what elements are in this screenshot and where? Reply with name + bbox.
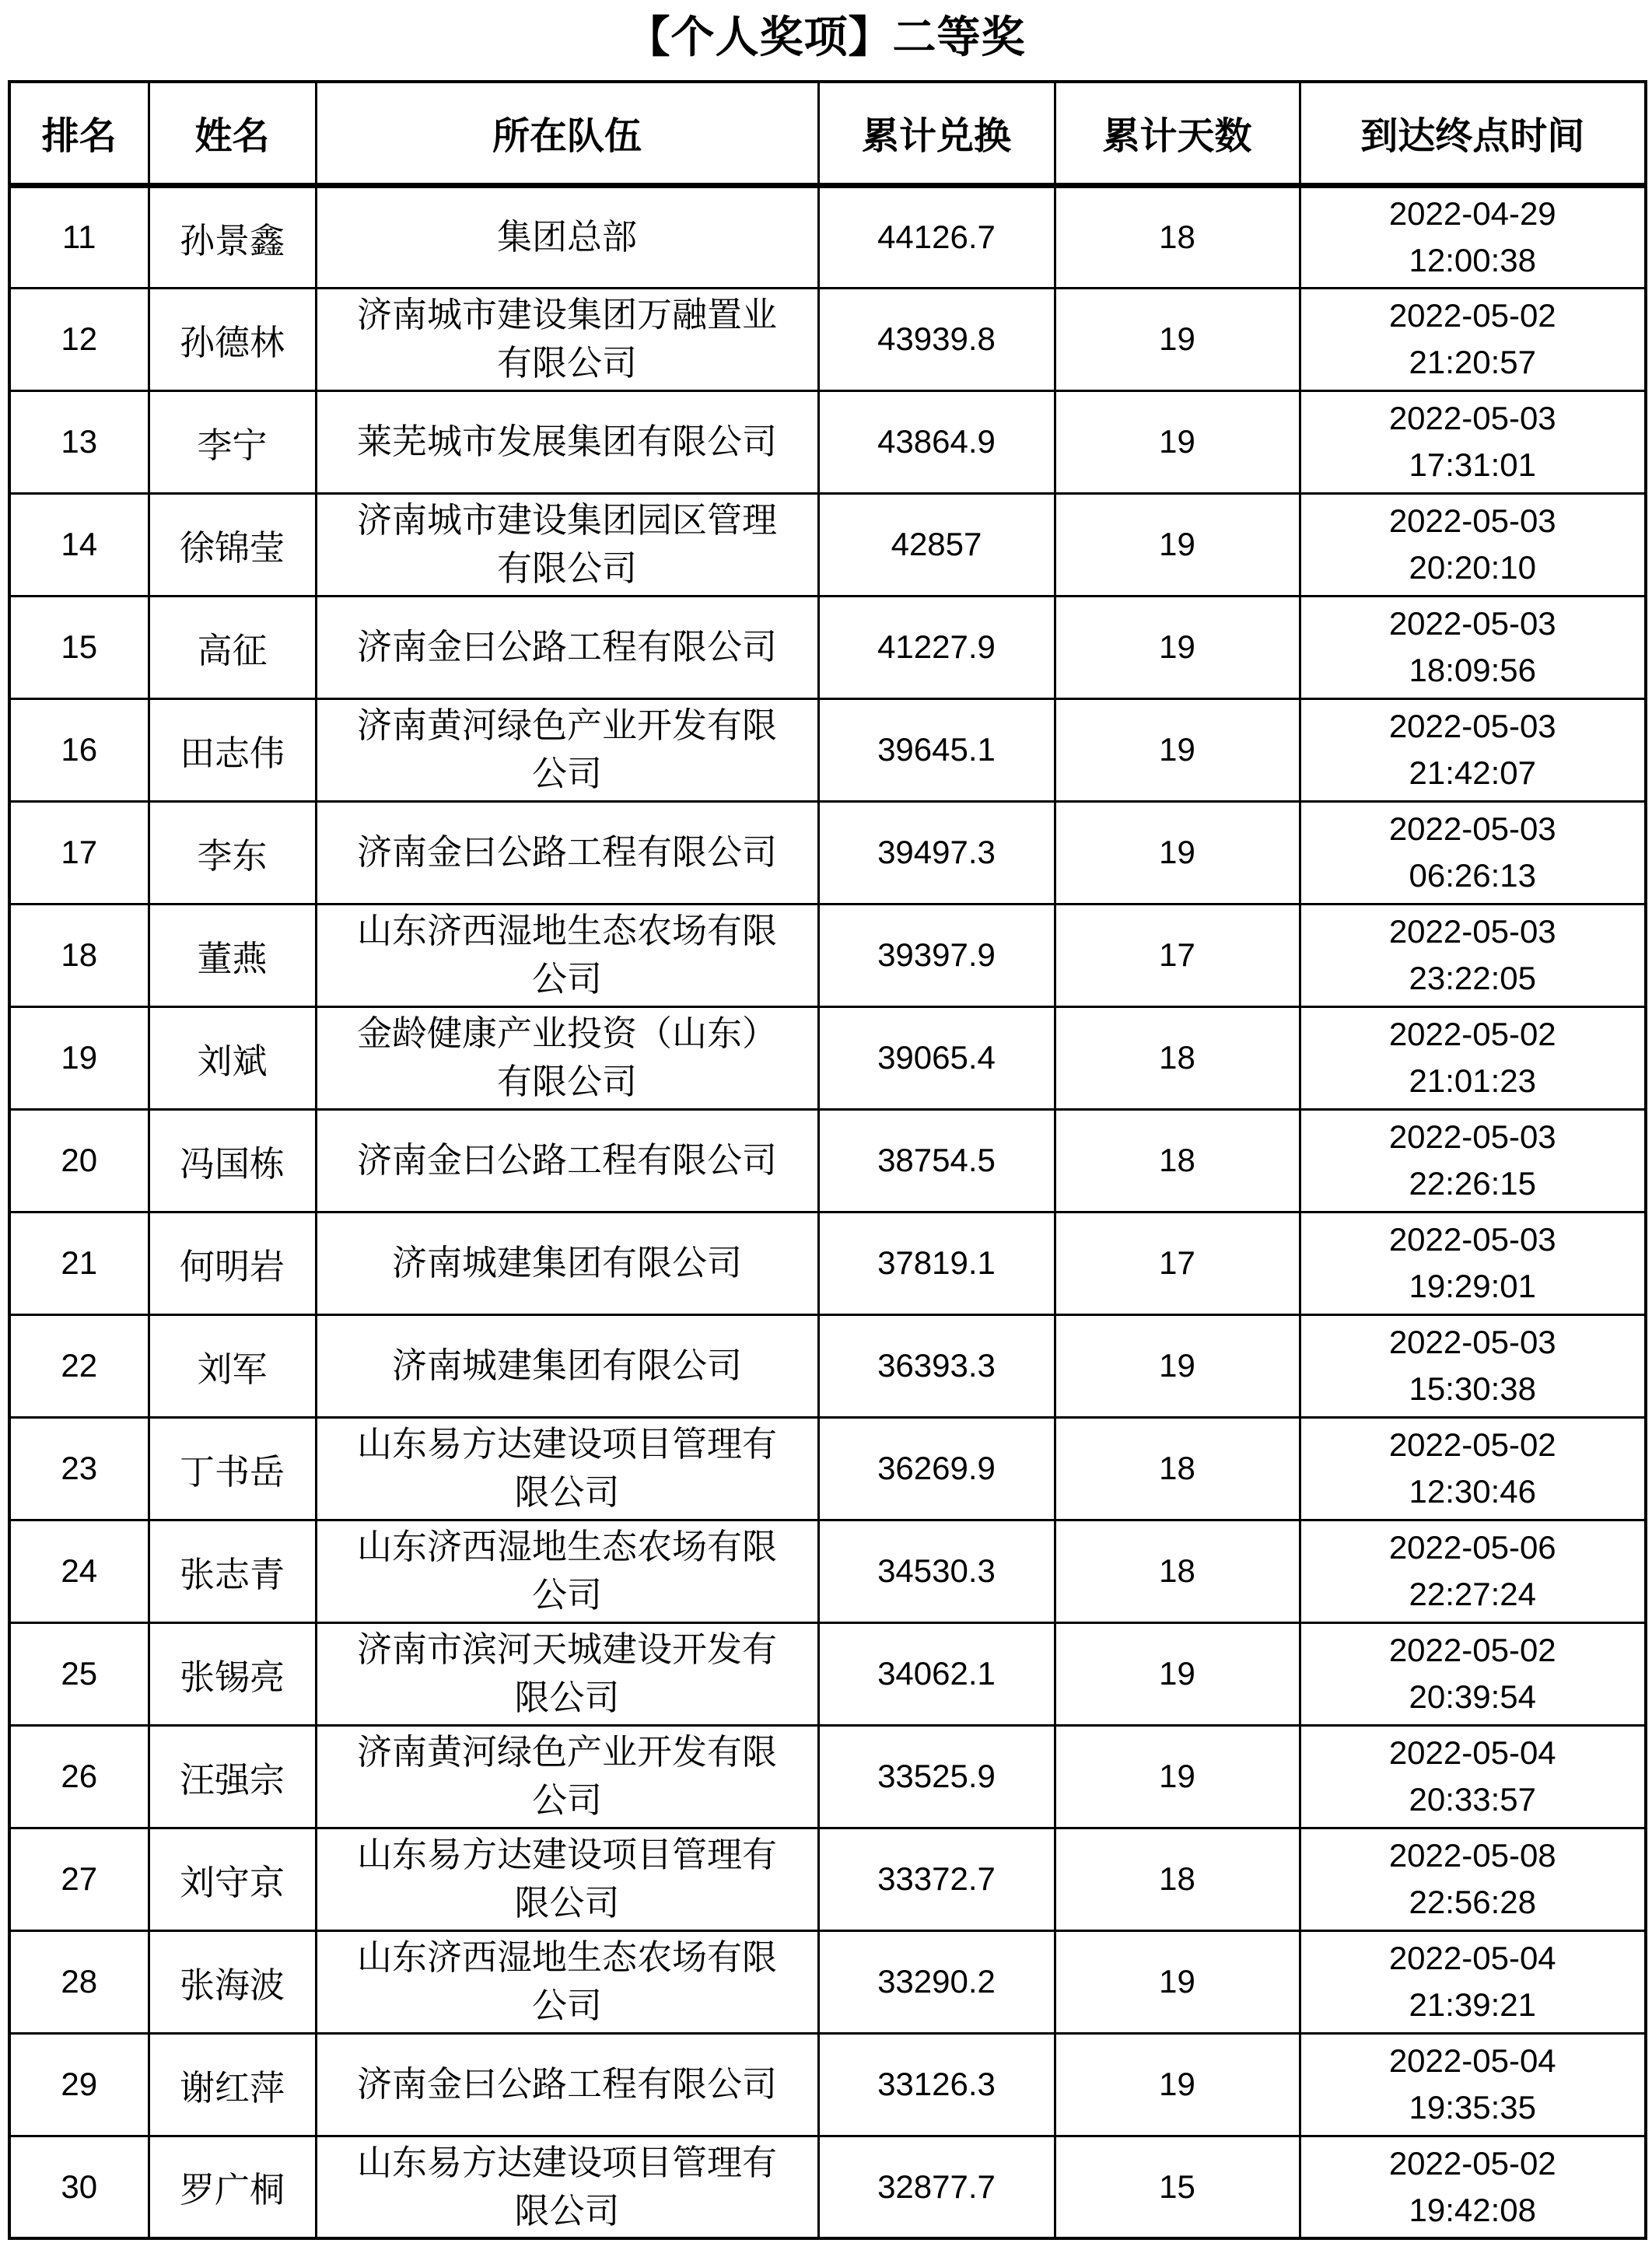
table-row (9, 596, 1646, 698)
name-cell: 孙德林 (149, 288, 316, 390)
finish-time-cell (1300, 2033, 1646, 2136)
team-cell: 集团总部 (316, 185, 818, 288)
days-cell: 18 (1055, 1828, 1300, 1930)
finish-time-cell (1300, 1212, 1646, 1314)
team-cell: 山东济西湿地生态农场有限公司 (316, 1930, 818, 2033)
finish-date-line: 2022-05-03 (1388, 810, 1556, 847)
finish-time-cell (1300, 1109, 1646, 1212)
name-cell: 张海波 (149, 1930, 316, 2033)
finish-time-line: 21:20:57 (1409, 344, 1536, 380)
finish-time-line: 06:26:13 (1409, 857, 1536, 894)
finish-time-line: 20:33:57 (1409, 1781, 1536, 1818)
finish-date-line: 2022-05-03 (1388, 708, 1556, 744)
name-cell: 刘军 (149, 1314, 316, 1417)
exchange-cell: 39645.1 (818, 698, 1055, 801)
rank-cell: 18 (9, 904, 149, 1006)
table-row (9, 1725, 1646, 1828)
days-cell: 18 (1055, 1006, 1300, 1109)
finish-time-line: 20:20:10 (1409, 549, 1536, 586)
table-row (9, 698, 1646, 801)
finish-date-line: 2022-05-03 (1388, 913, 1556, 950)
name-cell: 田志伟 (149, 698, 316, 801)
finish-time-cell (1300, 1006, 1646, 1109)
finish-time-line: 21:39:21 (1409, 1986, 1536, 2023)
rank-cell: 29 (9, 2033, 149, 2136)
table-row (9, 1622, 1646, 1725)
finish-date-line: 2022-04-29 (1388, 195, 1556, 232)
team-cell: 济南城市建设集团万融置业有限公司 (316, 288, 818, 390)
rank-cell: 17 (9, 801, 149, 904)
finish-time-cell (1300, 801, 1646, 904)
finish-time-cell (1300, 1930, 1646, 2033)
exchange-cell: 33126.3 (818, 2033, 1055, 2136)
finish-date-line: 2022-05-02 (1388, 1016, 1556, 1052)
name-cell: 张锡亮 (149, 1622, 316, 1725)
finish-time-line: 22:56:28 (1409, 1884, 1536, 1920)
days-cell: 19 (1055, 801, 1300, 904)
team-cell: 济南黄河绿色产业开发有限公司 (316, 698, 818, 801)
name-cell: 高征 (149, 596, 316, 698)
finish-date-line: 2022-05-04 (1388, 1940, 1556, 1976)
rank-cell: 28 (9, 1930, 149, 2033)
table-row (9, 390, 1646, 493)
rank-cell: 27 (9, 1828, 149, 1930)
finish-date-line: 2022-05-03 (1388, 605, 1556, 642)
finish-time-line: 17:31:01 (1409, 446, 1536, 483)
rank-cell: 19 (9, 1006, 149, 1109)
table-row (9, 1417, 1646, 1520)
finish-date-line: 2022-05-03 (1388, 1324, 1556, 1360)
finish-date-line: 2022-05-04 (1388, 1734, 1556, 1771)
team-cell: 济南城市建设集团园区管理有限公司 (316, 493, 818, 596)
table-body (9, 185, 1646, 2238)
days-cell: 19 (1055, 288, 1300, 390)
days-cell: 17 (1055, 1212, 1300, 1314)
exchange-cell: 43939.8 (818, 288, 1055, 390)
table-row (9, 1006, 1646, 1109)
finish-time-cell (1300, 2136, 1646, 2238)
rank-cell: 24 (9, 1520, 149, 1622)
header-team: 所在队伍 (316, 82, 818, 185)
finish-date-line: 2022-05-08 (1388, 1837, 1556, 1874)
rank-cell: 12 (9, 288, 149, 390)
exchange-cell: 41227.9 (818, 596, 1055, 698)
finish-time-line: 23:22:05 (1409, 960, 1536, 996)
days-cell: 19 (1055, 1314, 1300, 1417)
finish-time-cell (1300, 185, 1646, 288)
exchange-cell: 42857 (818, 493, 1055, 596)
finish-time-line: 12:00:38 (1409, 242, 1536, 278)
exchange-cell: 39065.4 (818, 1006, 1055, 1109)
rank-cell: 26 (9, 1725, 149, 1828)
exchange-cell: 34530.3 (818, 1520, 1055, 1622)
rank-cell: 21 (9, 1212, 149, 1314)
header-row (9, 82, 1646, 185)
finish-time-cell (1300, 904, 1646, 1006)
name-cell: 刘守京 (149, 1828, 316, 1930)
finish-date-line: 2022-05-03 (1388, 400, 1556, 436)
name-cell: 丁书岳 (149, 1417, 316, 1520)
exchange-cell: 43864.9 (818, 390, 1055, 493)
name-cell: 刘斌 (149, 1006, 316, 1109)
finish-time-line: 15:30:38 (1409, 1370, 1536, 1407)
finish-time-line: 21:01:23 (1409, 1062, 1536, 1099)
exchange-cell: 36269.9 (818, 1417, 1055, 1520)
finish-date-line: 2022-05-04 (1388, 2042, 1556, 2079)
days-cell: 19 (1055, 493, 1300, 596)
rank-cell: 20 (9, 1109, 149, 1212)
rank-cell: 22 (9, 1314, 149, 1417)
team-cell: 济南市滨河天城建设开发有限公司 (316, 1622, 818, 1725)
team-cell: 山东易方达建设项目管理有限公司 (316, 1417, 818, 1520)
rank-cell: 23 (9, 1417, 149, 1520)
days-cell: 19 (1055, 2033, 1300, 2136)
table-row (9, 1109, 1646, 1212)
name-cell: 罗广桐 (149, 2136, 316, 2238)
name-cell: 孙景鑫 (149, 185, 316, 288)
finish-date-line: 2022-05-03 (1388, 502, 1556, 539)
exchange-cell: 34062.1 (818, 1622, 1055, 1725)
awards-table (8, 80, 1647, 2240)
finish-time-line: 20:39:54 (1409, 1678, 1536, 1715)
finish-time-cell (1300, 1417, 1646, 1520)
finish-time-cell (1300, 1314, 1646, 1417)
exchange-cell: 36393.3 (818, 1314, 1055, 1417)
rank-cell: 16 (9, 698, 149, 801)
name-cell: 何明岩 (149, 1212, 316, 1314)
exchange-cell: 33525.9 (818, 1725, 1055, 1828)
header-name: 姓名 (149, 82, 316, 185)
table-row (9, 2033, 1646, 2136)
exchange-cell: 39497.3 (818, 801, 1055, 904)
team-cell: 济南金曰公路工程有限公司 (316, 2033, 818, 2136)
team-cell: 莱芜城市发展集团有限公司 (316, 390, 818, 493)
finish-date-line: 2022-05-03 (1388, 1118, 1556, 1155)
finish-date-line: 2022-05-02 (1388, 2144, 1556, 2182)
exchange-cell: 44126.7 (818, 185, 1055, 288)
finish-time-cell (1300, 493, 1646, 596)
table-row (9, 2136, 1646, 2238)
team-cell: 济南金曰公路工程有限公司 (316, 801, 818, 904)
name-cell: 徐锦莹 (149, 493, 316, 596)
exchange-cell: 33290.2 (818, 1930, 1055, 2033)
name-cell: 董燕 (149, 904, 316, 1006)
days-cell: 19 (1055, 1725, 1300, 1828)
rank-cell: 13 (9, 390, 149, 493)
days-cell: 18 (1055, 1109, 1300, 1212)
team-cell: 山东易方达建设项目管理有限公司 (316, 2136, 818, 2238)
exchange-cell: 38754.5 (818, 1109, 1055, 1212)
table-row (9, 185, 1646, 288)
rank-cell: 14 (9, 493, 149, 596)
table-row (9, 801, 1646, 904)
name-cell: 谢红萍 (149, 2033, 316, 2136)
rank-cell: 25 (9, 1622, 149, 1725)
table-row (9, 493, 1646, 596)
exchange-cell: 37819.1 (818, 1212, 1055, 1314)
team-cell: 山东济西湿地生态农场有限公司 (316, 1520, 818, 1622)
name-cell: 李宁 (149, 390, 316, 493)
days-cell: 19 (1055, 596, 1300, 698)
finish-time-line: 22:26:15 (1409, 1165, 1536, 1202)
finish-time-cell (1300, 596, 1646, 698)
name-cell: 汪强宗 (149, 1725, 316, 1828)
finish-time-cell (1300, 1520, 1646, 1622)
rank-cell: 30 (9, 2136, 149, 2238)
days-cell: 19 (1055, 698, 1300, 801)
finish-date-line: 2022-05-02 (1388, 1426, 1556, 1463)
days-cell: 19 (1055, 390, 1300, 493)
finish-time-cell (1300, 390, 1646, 493)
table-header (9, 82, 1646, 185)
finish-time-line: 19:35:35 (1409, 2089, 1536, 2126)
team-cell: 山东易方达建设项目管理有限公司 (316, 1828, 818, 1930)
header-exchange: 累计兑换 (818, 82, 1055, 185)
header-rank: 排名 (9, 82, 149, 185)
days-cell: 19 (1055, 1930, 1300, 2033)
exchange-cell: 33372.7 (818, 1828, 1055, 1930)
team-cell: 金龄健康产业投资（山东）有限公司 (316, 1006, 818, 1109)
table-row (9, 904, 1646, 1006)
days-cell: 18 (1055, 1520, 1300, 1622)
finish-time-line: 19:29:01 (1409, 1268, 1536, 1304)
days-cell: 19 (1055, 1622, 1300, 1725)
finish-time-line: 19:42:08 (1409, 2191, 1536, 2228)
exchange-cell: 39397.9 (818, 904, 1055, 1006)
team-cell: 济南金曰公路工程有限公司 (316, 596, 818, 698)
days-cell: 17 (1055, 904, 1300, 1006)
team-cell: 济南城建集团有限公司 (316, 1212, 818, 1314)
table-row (9, 1828, 1646, 1930)
team-cell: 济南黄河绿色产业开发有限公司 (316, 1725, 818, 1828)
finish-time-line: 21:42:07 (1409, 754, 1536, 791)
finish-date-line: 2022-05-06 (1388, 1529, 1556, 1566)
rank-cell: 15 (9, 596, 149, 698)
finish-date-line: 2022-05-03 (1388, 1221, 1556, 1258)
finish-time-cell (1300, 1828, 1646, 1930)
name-cell: 张志青 (149, 1520, 316, 1622)
finish-time-line: 18:09:56 (1409, 652, 1536, 688)
days-cell: 18 (1055, 185, 1300, 288)
finish-time-line: 22:27:24 (1409, 1576, 1536, 1612)
days-cell: 15 (1055, 2136, 1300, 2238)
rank-cell: 11 (9, 185, 149, 288)
table-row (9, 1212, 1646, 1314)
exchange-cell: 32877.7 (818, 2136, 1055, 2238)
finish-date-line: 2022-05-02 (1388, 297, 1556, 334)
name-cell: 李东 (149, 801, 316, 904)
header-finish-time: 到达终点时间 (1300, 82, 1646, 185)
finish-date-line: 2022-05-02 (1388, 1632, 1556, 1668)
days-cell: 18 (1055, 1417, 1300, 1520)
table-row (9, 1314, 1646, 1417)
finish-time-cell (1300, 1622, 1646, 1725)
team-cell: 山东济西湿地生态农场有限公司 (316, 904, 818, 1006)
table-row (9, 1930, 1646, 2033)
finish-time-cell (1300, 698, 1646, 801)
name-cell: 冯国栋 (149, 1109, 316, 1212)
table-row (9, 288, 1646, 390)
finish-time-cell (1300, 288, 1646, 390)
team-cell: 济南金曰公路工程有限公司 (316, 1109, 818, 1212)
finish-time-line: 12:30:46 (1409, 1473, 1536, 1510)
page-title: 【个人奖项】二等奖 (626, 14, 1026, 62)
table-row (9, 1520, 1646, 1622)
header-days: 累计天数 (1055, 82, 1300, 185)
team-cell: 济南城建集团有限公司 (316, 1314, 818, 1417)
finish-time-cell (1300, 1725, 1646, 1828)
